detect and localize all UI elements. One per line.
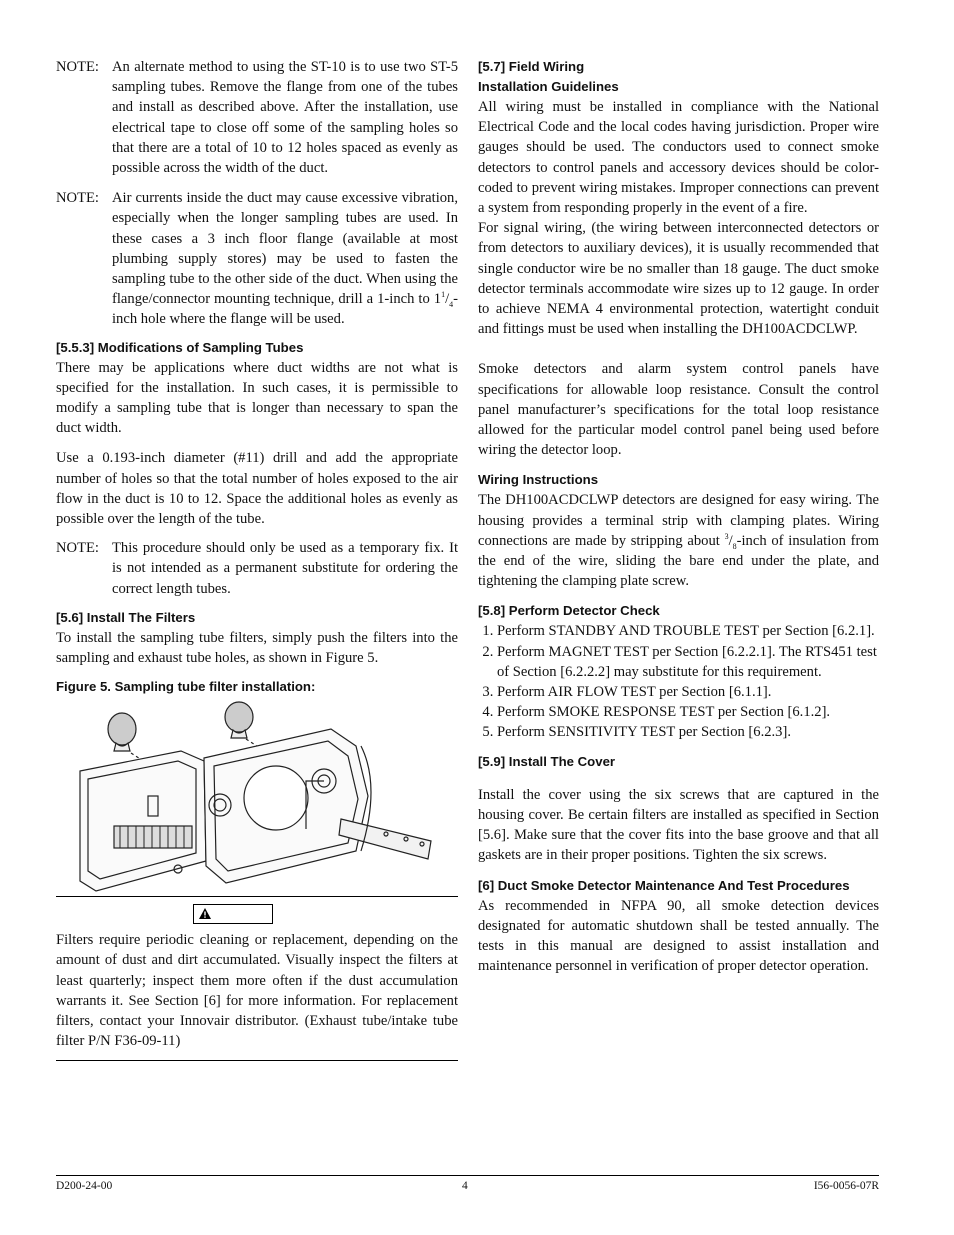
paragraph: All wiring must be installed in compliance with the National Electrical Code and the local codes having jurisdiction. Proper wire gauges should be used. The conductors used to connect smoke detectors to control panels and accessory devices should be color-coded to prevent wiring mistakes. Improper connections can prevent a system from responding properly in the event of a fire. (478, 99, 879, 217)
paragraph: To install the sampling tube filters, simply push the filters into the sampling and exhaust tube holes, as shown in Figure 5. (56, 629, 458, 667)
section-heading-5-6: [5.6] Install The Filters (56, 609, 196, 625)
right-column (478, 57, 879, 976)
filter-installation-illustration (56, 701, 458, 896)
list-item: 2. Perform MAGNET TEST per Section [6.2.2.1]. The RTS451 test of Section [6.2.2.2] may substitute for this requirement. (497, 642, 879, 682)
note-label: NOTE: (56, 540, 99, 557)
footer-form-number: I56-0056-07R (813, 1180, 879, 1192)
section-heading-wiring-instructions: Wiring Instructions (478, 472, 599, 488)
section-heading-5-8: [5.8] Perform Detector Check (478, 603, 660, 619)
filter-right-icon (225, 702, 253, 738)
note-temporary-fix (56, 538, 458, 599)
paragraph: There may be applications where duct widths are not what is specified for the installation. In such cases, it is permissible to modify a sampling tube that is longer than necessary to span the duct width. (56, 359, 458, 437)
section-subheading: Installation Guidelines (478, 79, 619, 94)
note-text: This procedure should only be used as a temporary fix. It is not intended as a permanent substitute for ordering the correct length tubes. (112, 540, 458, 597)
footer-doc-number: D200-24-00 (56, 1180, 113, 1192)
list-item: 3. Perform AIR FLOW TEST per Section [6.1.1]. (497, 682, 879, 702)
note-label: NOTE: (56, 59, 99, 75)
note-label: NOTE: (56, 190, 99, 207)
caution-text: Filters require periodic cleaning or replacement, depending on the amount of dust and dirt accumulated. Visually inspect the filters at least quarterly; inspect them more often if the dust accumulation warrants it. See Section [6] for more information. For replacement filters, contact your Innovair distributor. (Exhaust tube/intake tube filter P/N F36-09-11) (56, 932, 458, 1050)
paragraph: As recommended in NFPA 90, all smoke detection devices designated for automatic shutdown shall be tested annually. The tests in this manual are designed to assist installation and maintenance personnel in verification of proper detector operation. (478, 897, 879, 975)
page-number: 4 (462, 1180, 468, 1192)
list-item: 4. Perform SMOKE RESPONSE TEST per Section [6.1.2]. (497, 702, 879, 722)
figure-caption: Figure 5. Sampling tube filter installation: (56, 679, 316, 695)
paragraph: The DH100ACDCLWP detectors are designed for easy wiring. The housing provides a terminal strip with clamping plates. Wiring connections are made by stripping about $^3/_8$-inch of insulation from the end of the wire, sliding the bare end under the plate, and tightening the clamping plate screw. (478, 492, 879, 590)
note-alternate-method (56, 57, 458, 178)
paragraph: For signal wiring, (the wiring between interconnected detectors or from detectors to auxiliary devices), it is usually recommended that single conductor wire be no smaller than 18 gauge. The duct smoke detector terminals accommodate wire sizes up to 12 gauge. In order to achieve NEMA 4 environmental protection, watertight conduit and fittings must be used when installing the DH100ACDCLWP. (478, 220, 879, 338)
paragraph: Smoke detectors and alarm system control panels have specifications for allowable loop resistance. Consult the control panel manufacturer’s specifications for the total loop resistance allowed for the particular model control panel being used before wiring the detector loop. (478, 361, 879, 459)
left-column (56, 57, 458, 1061)
section-heading-5-9: [5.9] Install The Cover (478, 753, 616, 769)
list-item: 1. Perform STANDBY AND TROUBLE TEST per Section [6.2.1]. (497, 621, 879, 641)
warning-triangle-icon (198, 907, 212, 920)
caution-box (193, 904, 273, 924)
figure-sampling-tube-filter (56, 701, 458, 896)
list-item: 5. Perform SENSITIVITY TEST per Section [6.2.3]. (497, 722, 879, 742)
caution-bottom-rule (56, 1060, 458, 1061)
note-text: An alternate method to using the ST-10 is to use two ST-5 sampling tubes. Remove the flange from one of the tubes and install as described above. After the installation, use electrical tape to close off some of the sampling holes so that there are a total of 10 to 12 holes spaced as evenly as possible across the width of the duct. (112, 59, 458, 177)
caution-top-rule (56, 896, 458, 897)
section-heading-5-5-3: [5.5.3] Modifications of Sampling Tubes (56, 339, 304, 355)
note-text: Air currents inside the duct may cause excessive vibration, especially when the longer sampling tubes are used. In these cases a 3 inch floor flange (available at most plumbing supply stores) may be used to fasten the sampling tube to the other side of the duct. When using the flange/connector mounting technique, drill a 1-inch to $1^1/_4$-inch hole where the flange will be used. (112, 190, 458, 328)
note-air-currents (56, 188, 458, 329)
paragraph: Use a 0.193-inch diameter (#11) drill and add the appropriate number of holes so that the total number of holes exposed to the air flow in the duct is 10 to 12. Space the additional holes as evenly as possible over the length of the tube. (56, 450, 458, 528)
page-footer (56, 1175, 879, 1192)
filter-left-icon (108, 713, 136, 751)
section-heading-5-7: [5.7] Field Wiring (478, 59, 585, 74)
detector-check-list (478, 621, 879, 742)
section-heading-6: [6] Duct Smoke Detector Maintenance And Test Procedures (478, 877, 850, 893)
paragraph: Install the cover using the six screws that are captured in the housing cover. Be certain filters are installed as specified in Section [5.6]. Make sure that the cover fits into the base groove and that all gaskets are in their proper positions. Tighten the six screws. (478, 786, 879, 864)
